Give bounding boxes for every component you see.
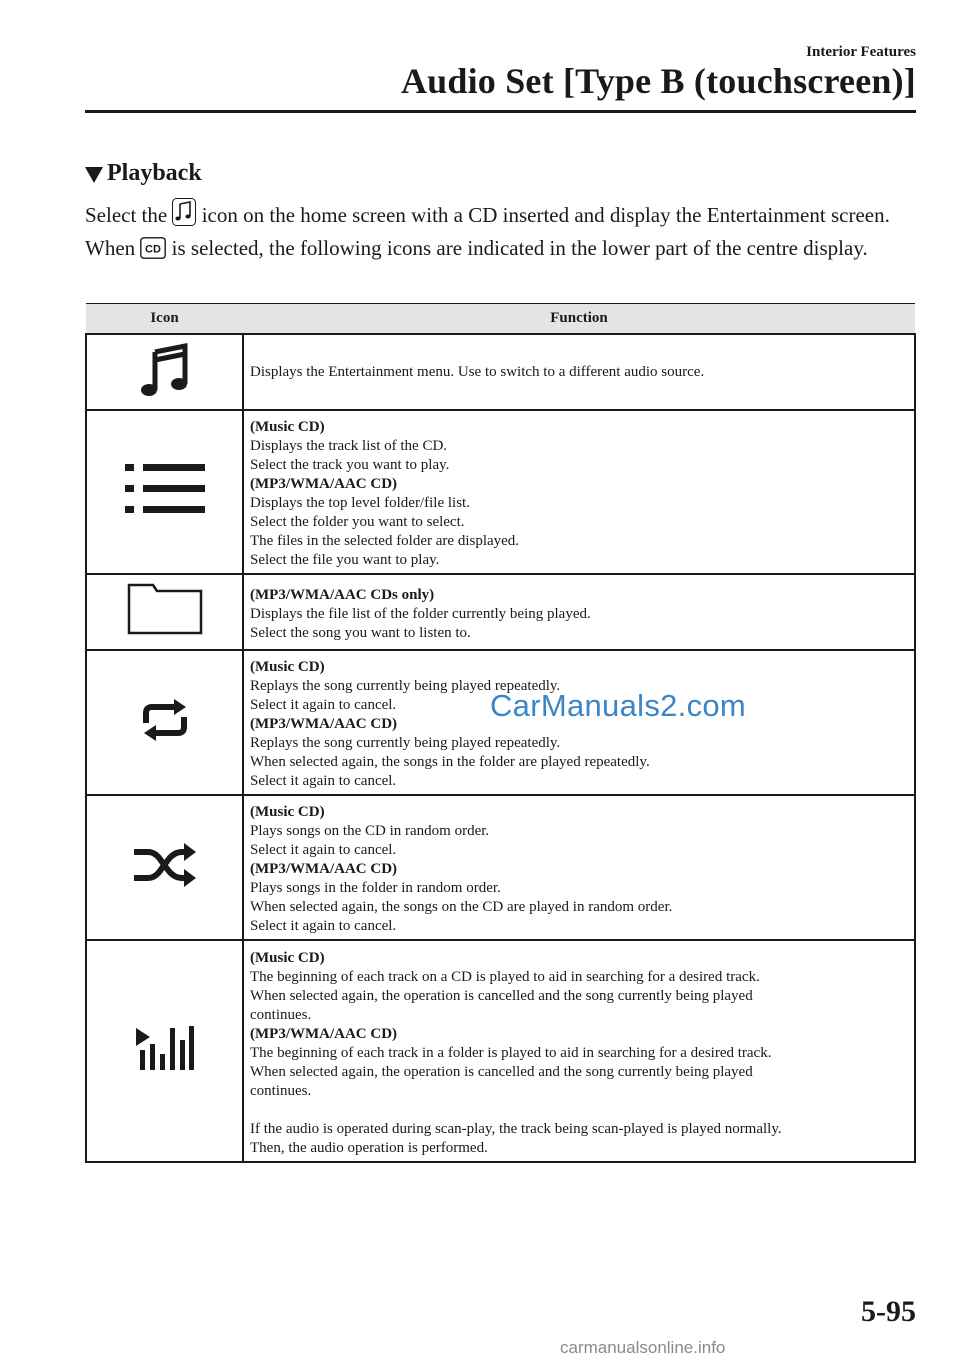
function-text-line: Plays songs in the folder in random order. [250,880,501,896]
function-subheading: (MP3/WMA/AAC CD) [250,476,398,492]
function-subheading: (MP3/WMA/AAC CDs only) [250,586,435,603]
function-cell [243,410,915,574]
icon-cell [86,334,243,410]
function-text-line: When selected again, the songs on the CD are played in random order. [250,899,673,915]
page-number: 5-95 [861,1295,916,1328]
function-subheading: (MP3/WMA/AAC CD) [250,861,398,877]
icon-cell [86,795,243,940]
table-row [86,410,915,574]
function-text-line: Select the track you want to play. [250,457,450,473]
function-subheading: (MP3/WMA/AAC CD) [250,716,398,732]
function-text-line: continues. [250,1006,312,1023]
triangle-bullet-icon [85,167,103,183]
watermark: CarManuals2.com [490,688,747,723]
shuffle-icon [132,876,198,892]
function-text-line: continues. [250,1082,312,1099]
function-cell [243,574,915,650]
function-text-line: Displays the file list of the folder currently being played. [250,605,591,622]
cd-badge-text: CD [145,243,162,256]
header-rule [85,110,916,113]
function-cell [243,940,915,1162]
table-header-row [86,304,915,335]
intro-part-2: icon on the home screen with a CD inserted and display the Entertainment screen. When [85,203,890,260]
music-note-icon [141,386,189,402]
function-text-line: If the audio is operated during scan-play, the track being scan-played is played normally. [250,1120,782,1137]
icon-function-table [85,303,916,1163]
folder-icon [127,623,203,639]
function-subheading: (Music CD) [250,804,325,820]
column-header-function: Function [243,304,915,335]
function-text-line: Select it again to cancel. [250,697,397,713]
icon-cell [86,650,243,795]
function-text-line: Select it again to cancel. [250,773,397,789]
function-text-line: Select it again to cancel. [250,918,397,934]
function-subheading: (Music CD) [250,949,325,966]
function-text-line: Select the song you want to listen to. [250,624,471,641]
function-text-line: When selected again, the operation is cancelled and the song currently being played [250,987,753,1004]
paragraph-gap [250,1101,908,1120]
function-text-line: Displays the track list of the CD. [250,438,448,454]
table-row [86,334,915,410]
intro-part-1: Select the [85,203,168,227]
intro-paragraph [85,198,920,267]
function-text-line: Replays the song currently being played repeatedly. [250,678,561,694]
function-text-line: Displays the top level folder/file list. [250,495,470,511]
page-title: Audio Set [Type B (touchscreen)] [400,61,916,101]
list-icon [125,502,205,518]
icon-cell [86,410,243,574]
function-text-line: Then, the audio operation is performed. [250,1139,488,1156]
function-text-line: Select the folder you want to select. [250,514,465,530]
function-cell [243,334,915,410]
function-subheading: (Music CD) [250,419,325,435]
function-subheading: (MP3/WMA/AAC CD) [250,1025,398,1042]
function-text-line: The beginning of each track in a folder is played to aid in searching for a desired track. [250,1044,772,1061]
icon-cell [86,574,243,650]
function-text-line: Select it again to cancel. [250,842,397,858]
function-cell [243,795,915,940]
column-header-icon: Icon [86,304,243,335]
intro-part-3: is selected, the following icons are indicated in the lower part of the centre display. [171,236,868,260]
function-text-line: Displays the Entertainment menu. Use to switch to a different audio source. [250,363,705,380]
function-subheading: (Music CD) [250,659,325,675]
repeat-icon [136,729,194,745]
cd-inline-icon [140,237,166,267]
function-text-line: Select the file you want to play. [250,552,440,568]
table-row [86,574,915,650]
function-text-line: Replays the song currently being played repeatedly. [250,735,561,751]
table-row [86,795,915,940]
function-text-line: When selected again, the operation is cancelled and the song currently being played [250,1063,753,1080]
function-text-line: Plays songs on the CD in random order. [250,823,490,839]
function-text-line: The files in the selected folder are displayed. [250,533,520,549]
footer-watermark: carmanualsonline.info [560,1338,726,1357]
section-heading-text: Playback [107,160,202,186]
music-note-inline-icon [172,198,196,234]
icon-cell [86,940,243,1162]
function-text-line: The beginning of each track on a CD is played to aid in searching for a desired track. [250,968,760,985]
function-text-line: When selected again, the songs in the folder are played repeatedly. [250,754,650,770]
table-row [86,940,915,1162]
running-header-section: Interior Features [806,44,916,60]
scan-icon [136,1058,194,1074]
section-heading [85,160,202,187]
